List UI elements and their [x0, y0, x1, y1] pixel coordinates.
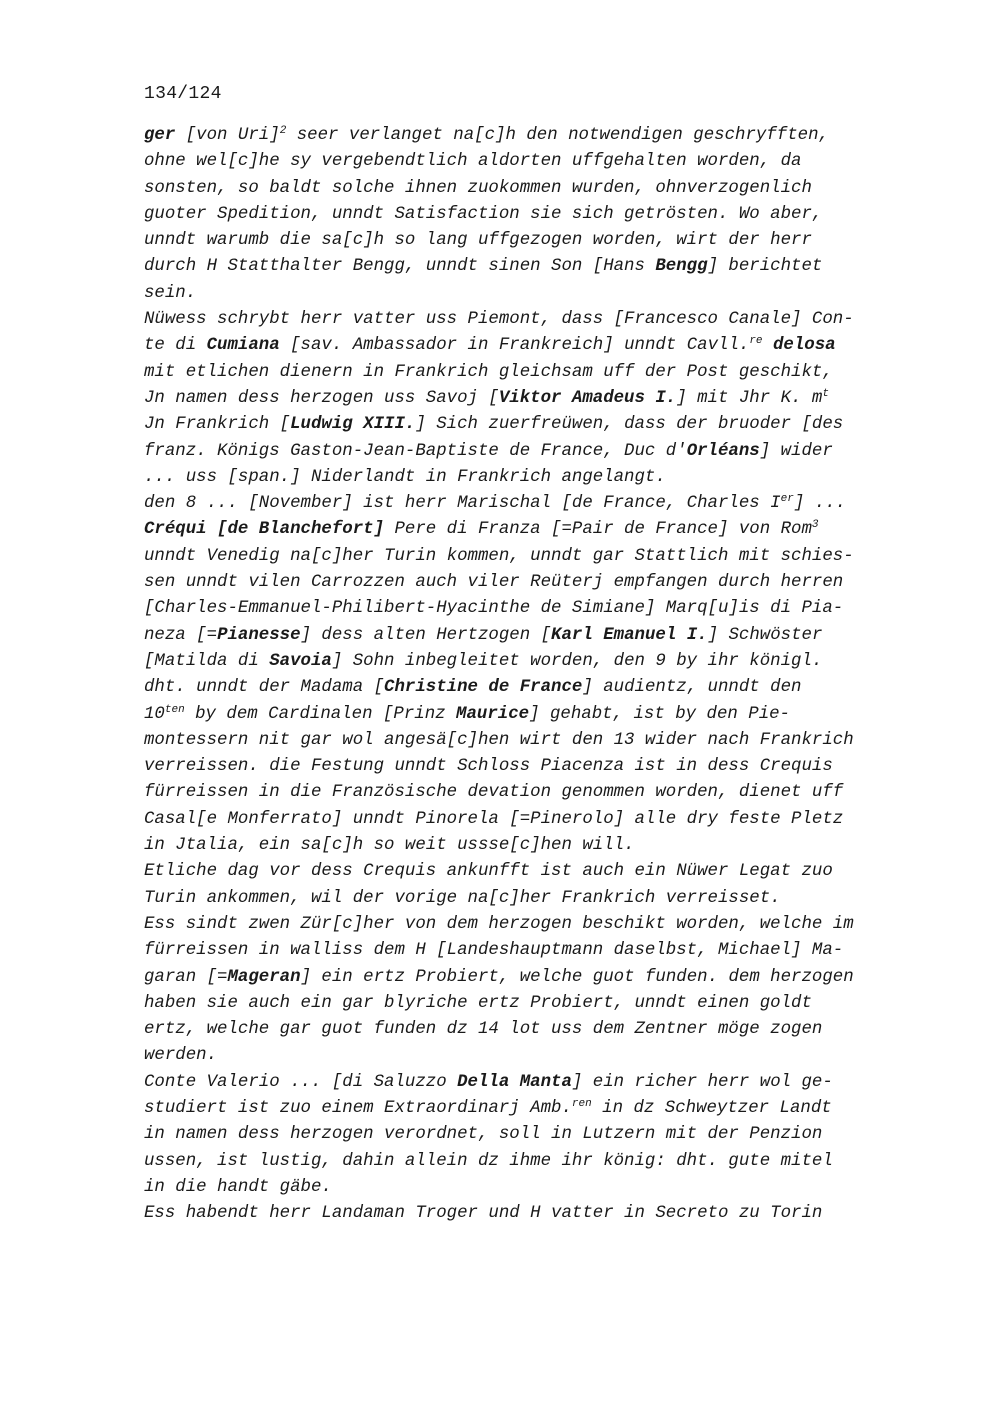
text-segment: [Charles-Emmanuel-Philibert-Hyacinthe de Simiane] Marq[u]is di Pia-: [144, 599, 844, 619]
text-segment: ohne wel[c]he sy vergebendtlich aldorten uffgehalten worden, da: [144, 152, 802, 172]
text-segment: ] Sich zuerfreüwen, dass der bruoder [des: [415, 415, 844, 435]
text-line: [144, 386, 914, 412]
text-line: [144, 570, 914, 596]
superscript: re: [749, 335, 763, 348]
text-line: [144, 307, 914, 333]
bold-name: Christine de France: [384, 678, 583, 698]
text-line: [144, 202, 914, 228]
text-segment: sonsten, so baldt solche ihnen zuokommen wurden, ohnverzogenlich: [144, 178, 812, 198]
text-line: [144, 965, 914, 991]
superscript: ten: [164, 703, 185, 716]
text-line: [144, 123, 914, 149]
text-segment: ] ein richer herr wol ge-: [571, 1072, 833, 1092]
text-segment: montessern nit gar wol angesä[c]hen wirt den 13 wider nach Frankrich: [144, 730, 854, 750]
text-line: [144, 1096, 914, 1122]
bold-name: Savoia: [269, 651, 332, 671]
text-segment: ] ein ertz Probiert, welche guot funden. dem herzogen: [300, 967, 854, 987]
superscript: t: [822, 387, 829, 400]
text-line: [144, 439, 914, 465]
text-segment: in dz Schweytzer Landt: [591, 1098, 832, 1118]
bold-name: Ludwig XIII.: [290, 415, 416, 435]
bold-name: Orléans: [686, 441, 760, 461]
text-segment: in die handt gäbe.: [144, 1177, 332, 1197]
text-line: [144, 491, 914, 517]
text-line: [144, 1149, 914, 1175]
text-segment: ] ...: [793, 494, 846, 514]
text-line: [144, 596, 914, 622]
text-line: [144, 675, 914, 701]
text-segment: te di: [144, 336, 207, 356]
text-segment: [von Uri]: [175, 126, 280, 145]
bold-name: Mageran: [227, 967, 301, 987]
text-segment: neza [=: [144, 625, 218, 645]
text-segment: durch H Statthalter Bengg, unndt sinen Son [Hans: [144, 257, 656, 277]
text-segment: Pere di Franza [=Pair de France] von Rom: [384, 520, 812, 540]
text-line: [144, 1122, 914, 1148]
text-segment: Nüwess schrybt herr vatter uss Piemont, dass [Francesco Canale] Con-: [144, 310, 854, 330]
text-line: [144, 623, 914, 649]
text-segment: unndt Venedig na[c]her Turin kommen, unndt gar Stattlich mit schies-: [144, 546, 854, 566]
text-segment: Casal[e Monferrato] unndt Pinorela [=Pinerolo] alle dry feste Pletz: [144, 809, 844, 829]
text-line: [144, 1043, 914, 1069]
text-line: [144, 649, 914, 675]
text-segment: fürreissen in die Französische devation genommen worden, dienet uff: [144, 783, 844, 803]
text-segment: dht. unndt der Madama [: [144, 678, 385, 698]
text-line: [144, 1175, 914, 1201]
text-segment: garan [=: [144, 967, 228, 987]
text-segment: ertz, welche gar guot funden dz 14 lot uss dem Zentner möge zogen: [144, 1020, 823, 1040]
text-segment: [Matilda di: [144, 651, 270, 671]
text-segment: Turin ankommen, wil der vorige na[c]her Frankrich verreisset.: [144, 888, 781, 908]
text-line: [144, 281, 914, 307]
text-segment: 10: [144, 704, 165, 724]
text-segment: ] Sohn inbegleitet worden, den 9 by ihr königl.: [331, 651, 823, 671]
bold-name: Karl Emanuel I.: [551, 625, 708, 645]
text-segment: Ess sindt zwen Zür[c]her von dem herzogen beschikt worden, welche im: [144, 914, 854, 934]
text-line: [144, 1017, 914, 1043]
bold-name: ger: [144, 126, 176, 145]
text-segment: Ess habendt herr Landaman Troger und H vatter in Secreto zu Torin: [144, 1204, 823, 1224]
text-segment: sen unndt vilen Carrozzen auch viler Reüterj empfangen durch herren: [144, 573, 844, 593]
text-segment: fürreissen in walliss dem H [Landeshauptmann daselbst, Michael] Ma-: [144, 941, 844, 961]
text-segment: den 8 ... [November] ist herr Marischal [de France, Charles I: [144, 494, 781, 514]
text-line: [144, 360, 914, 386]
text-line: [144, 728, 914, 754]
text-line: [144, 149, 914, 175]
superscript: 2: [279, 125, 287, 137]
text-line: [144, 1201, 914, 1227]
text-segment: ussen, ist lustig, dahin allein dz ihme ihr könig: dht. gute mitel: [144, 1151, 833, 1171]
text-line: [144, 465, 914, 491]
bold-name: Viktor Amadeus I.: [498, 388, 677, 408]
text-segment: ] berichtet: [707, 257, 823, 277]
text-line: [144, 912, 914, 938]
text-segment: franz. Königs Gaston-Jean-Baptiste de France, Duc d': [144, 441, 687, 461]
bold-name: Bengg: [655, 257, 708, 277]
text-segment: mit etlichen dienern in Frankrich gleichsam uff der Post geschikt,: [144, 362, 833, 382]
text-segment: guoter Spedition, unndt Satisfaction sie sich getrösten. Wo aber,: [144, 204, 823, 224]
bold-name: Créqui [de Blanchefort]: [144, 520, 385, 540]
text-line: [144, 412, 914, 438]
text-segment: Etliche dag vor dess Crequis ankunfft ist auch ein Nüwer Legat zuo: [144, 862, 833, 882]
text-segment: Jn namen dess herzogen uss Savoj [: [144, 388, 499, 408]
text-segment: seer verlanget na[c]h den notwendigen geschryfften,: [286, 126, 829, 145]
text-line: [144, 1070, 914, 1096]
superscript: er: [780, 493, 794, 506]
bold-name: delosa: [772, 336, 836, 356]
text-segment: ... uss [span.] Niderlandt in Frankrich angelangt.: [144, 467, 666, 487]
page-number: 134/124: [144, 84, 222, 104]
text-segment: in Jtalia, ein sa[c]h so weit ussse[c]hen will.: [144, 836, 635, 856]
text-line: [144, 938, 914, 964]
text-segment: ] gehabt, ist by den Pie-: [529, 704, 790, 724]
text-line: [144, 859, 914, 885]
transcription-body: [144, 123, 914, 1227]
text-segment: haben sie auch ein gar blyriche ertz Probiert, unndt einen goldt: [144, 993, 812, 1013]
text-segment: [sav. Ambassador in Frankreich] unndt Cavll.: [279, 336, 750, 356]
superscript: 3: [811, 519, 819, 532]
text-segment: ] dess alten Hertzogen [: [300, 625, 552, 645]
text-segment: Conte Valerio ... [di Saluzzo: [144, 1072, 458, 1092]
text-line: [144, 807, 914, 833]
text-segment: ] audientz, unndt den: [582, 678, 802, 698]
text-line: [144, 991, 914, 1017]
text-line: [144, 886, 914, 912]
superscript: ren: [571, 1097, 592, 1110]
text-line: [144, 176, 914, 202]
text-line: [144, 780, 914, 806]
text-segment: [763, 336, 773, 355]
text-segment: ] wider: [759, 441, 833, 461]
bold-name: Maurice: [456, 704, 530, 724]
bold-name: Della Manta: [457, 1072, 572, 1092]
text-segment: Jn Frankrich [: [144, 415, 291, 435]
text-line: [144, 517, 914, 543]
text-segment: sein.: [144, 283, 197, 303]
text-line: [144, 333, 914, 359]
text-segment: by dem Cardinalen [Prinz: [184, 704, 457, 724]
text-line: [144, 702, 914, 728]
text-line: [144, 254, 914, 280]
text-line: [144, 754, 914, 780]
text-line: [144, 544, 914, 570]
text-segment: ] mit Jhr K. m: [676, 388, 823, 408]
bold-name: Pianesse: [217, 625, 301, 645]
text-segment: unndt warumb die sa[c]h so lang uffgezogen worden, wirt der herr: [144, 231, 812, 251]
text-segment: studiert ist zuo einem Extraordinarj Amb.: [144, 1098, 572, 1118]
text-line: [144, 833, 914, 859]
text-segment: werden.: [144, 1046, 218, 1066]
text-segment: ] Schwöster: [707, 625, 823, 645]
text-segment: in namen dess herzogen verordnet, soll in Lutzern mit der Penzion: [144, 1125, 823, 1145]
bold-name: Cumiana: [206, 336, 280, 356]
text-segment: verreissen. die Festung unndt Schloss Piacenza ist in dess Crequis: [144, 757, 833, 777]
text-line: [144, 228, 914, 254]
